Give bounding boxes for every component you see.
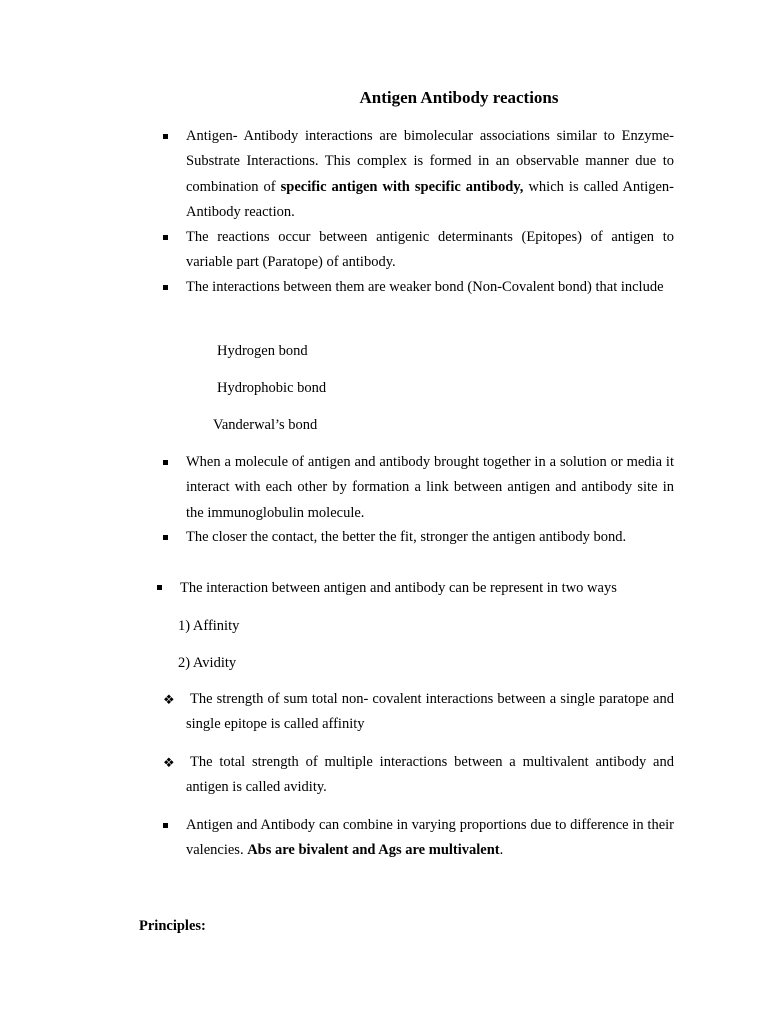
paragraph-non-covalent-bond: The interactions between them are weaker bond (Non-Covalent bond) that include: [186, 279, 664, 295]
bond-vanderwal: Vanderwal’s bond: [213, 417, 318, 433]
text-segment: .: [499, 842, 504, 859]
bold-text: specific antigen with specific antibody,: [280, 178, 524, 195]
text-segment: Antigen- Antibody interactions are bimolecular associations similar to Enzyme-Substrate Interactions. This complex is formed in an observable manner due to combination of: [186, 128, 674, 195]
bullet-marker: [163, 525, 171, 550]
diamond-bullet-icon: ❖: [163, 755, 175, 770]
page-title: Antigen Antibody reactions: [359, 88, 559, 107]
principles-heading: Principles:: [139, 918, 206, 934]
text-segment: which is called Antigen-Antibody reaction.: [186, 178, 674, 220]
way-avidity: 2) Avidity: [178, 655, 237, 671]
bullet-marker: [163, 225, 171, 250]
paragraph-bimolecular-associations: [186, 124, 674, 225]
bond-hydrogen: Hydrogen bond: [217, 343, 308, 359]
paragraph-valencies: [186, 813, 674, 864]
paragraph-closer-contact: The closer the contact, the better the fit, stronger the antigen antibody bond.: [186, 529, 627, 545]
paragraph-epitopes-paratope: The reactions occur between antigenic determinants (Epitopes) of antigen to variable part (Paratope) of antibody.: [186, 229, 674, 271]
bold-text: Abs are bivalent and Ags are multivalent: [247, 842, 500, 859]
paragraph-avidity-definition: The total strength of multiple interactions between a multivalent antibody and antigen is called avidity.: [186, 754, 674, 796]
bullet-marker: [157, 575, 165, 600]
bullet-marker: [163, 450, 171, 475]
paragraph-affinity-definition: The strength of sum total non- covalent interactions between a single paratope and single epitope is called affinity: [186, 691, 674, 733]
way-affinity: 1) Affinity: [178, 618, 240, 634]
diamond-bullet-icon: ❖: [163, 692, 175, 707]
bullet-marker: [163, 124, 171, 149]
bullet-marker: [163, 275, 171, 300]
bond-hydrophobic: Hydrophobic bond: [217, 380, 327, 396]
bullet-marker: [163, 813, 171, 838]
text-segment: Antigen and Antibody can combine in varying proportions due to difference in their valencies.: [186, 817, 674, 859]
paragraph-two-ways: The interaction between antigen and antibody can be represent in two ways: [180, 580, 617, 596]
paragraph-molecule-solution: When a molecule of antigen and antibody brought together in a solution or media it interact with each other by formation a link between antigen and antibody site in the immunoglobulin molecule.: [186, 454, 674, 521]
